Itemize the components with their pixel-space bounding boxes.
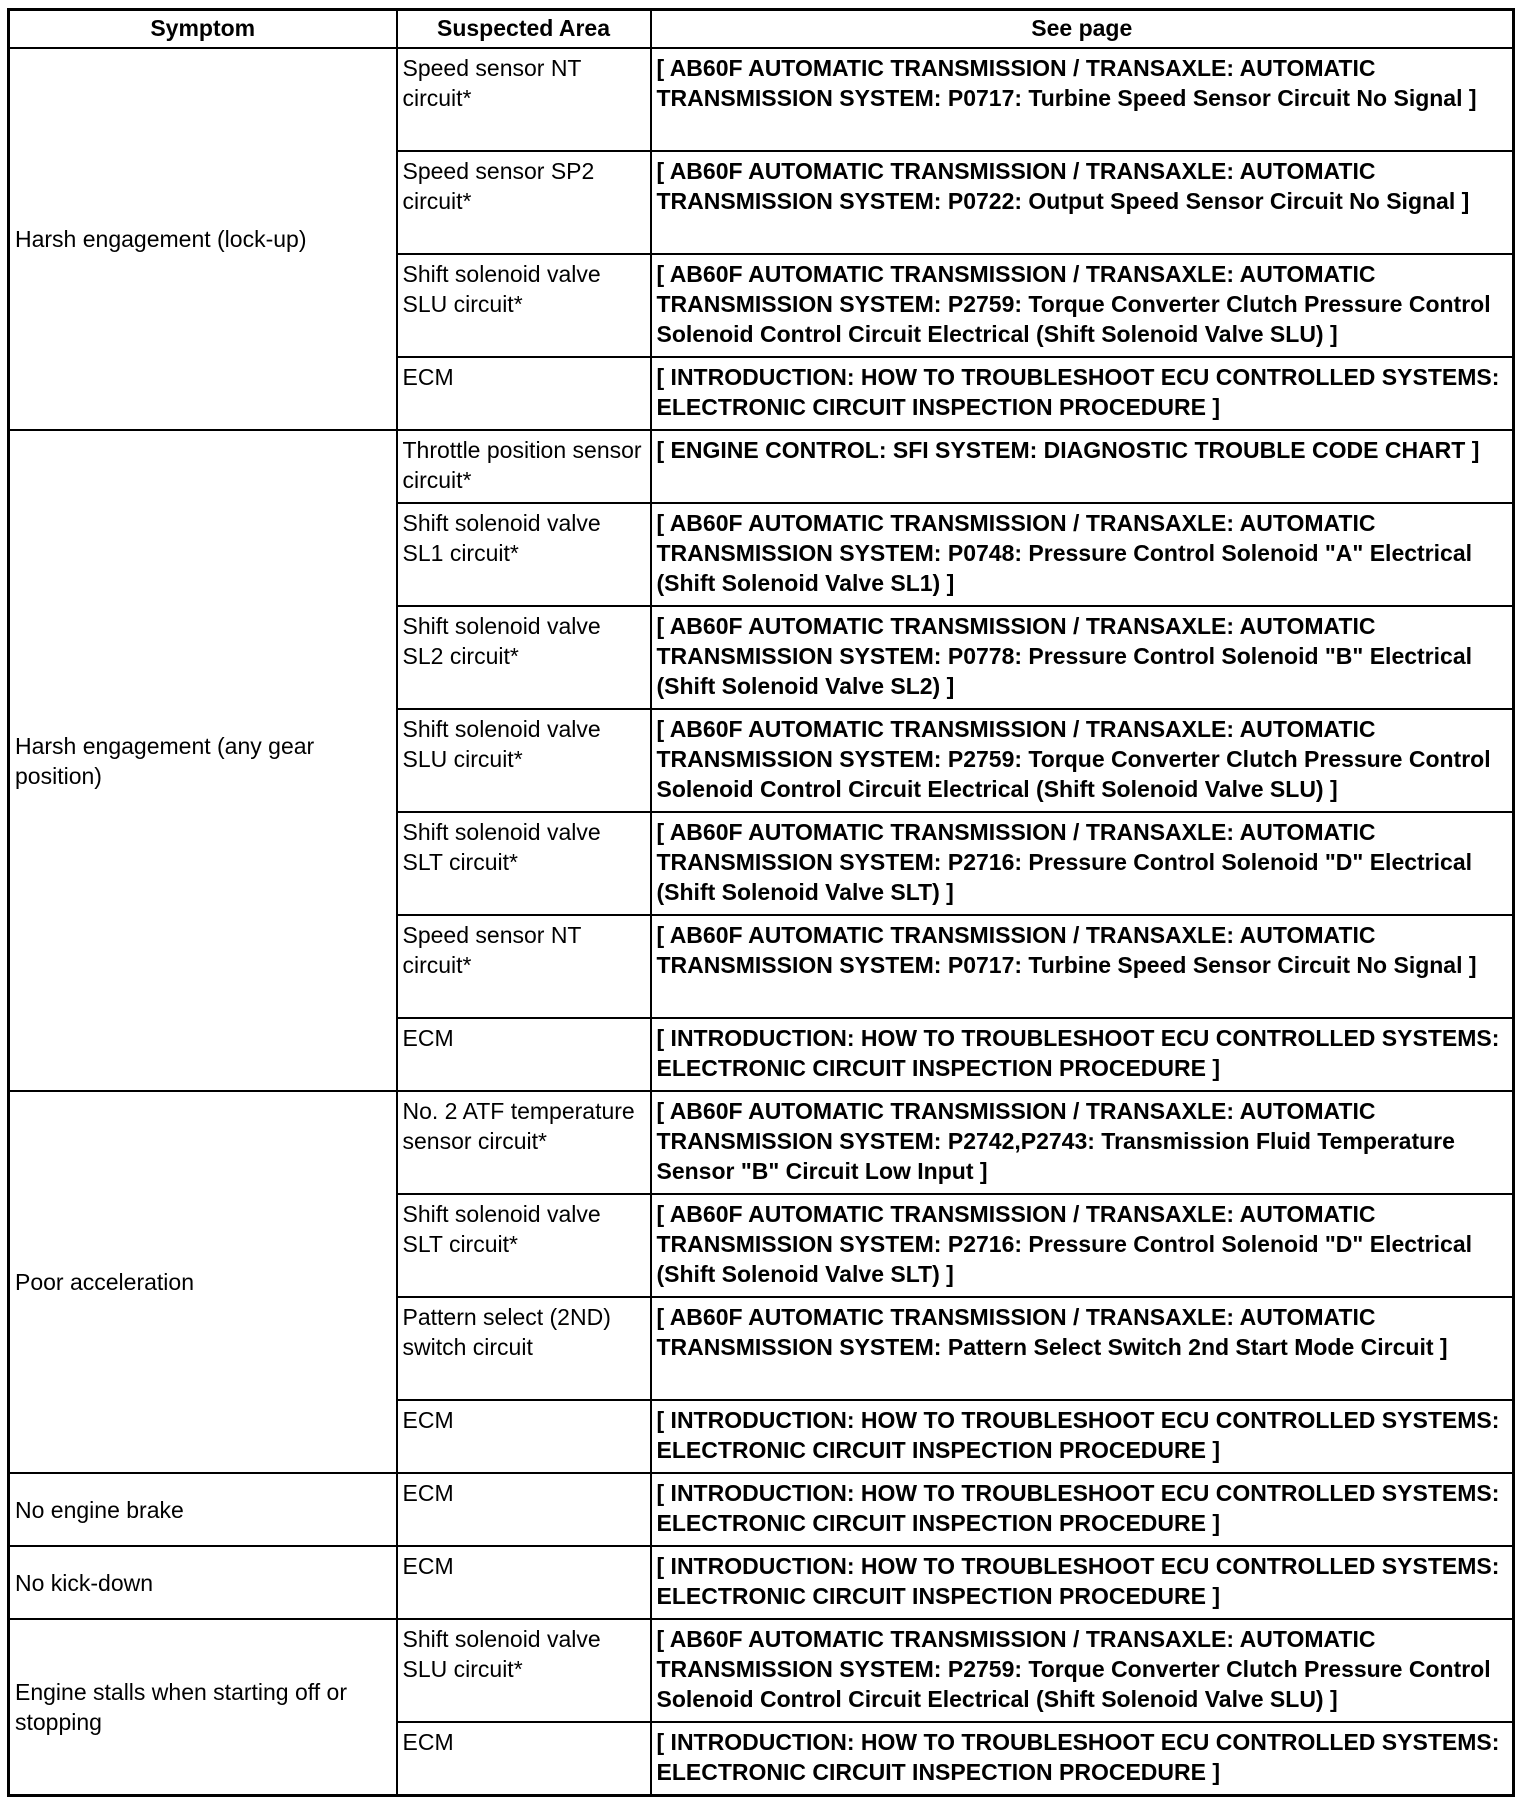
suspected-area-cell: Shift solenoid valve SLU circuit*	[397, 254, 651, 357]
see-page-cell: [ AB60F AUTOMATIC TRANSMISSION / TRANSAXLE: AUTOMATIC TRANSMISSION SYSTEM: P0717: Turbine Speed Sensor Circuit No Signal ]	[651, 915, 1514, 1018]
see-page-cell: [ INTRODUCTION: HOW TO TROUBLESHOOT ECU CONTROLLED SYSTEMS: ELECTRONIC CIRCUIT INSPECTION PROCEDURE ]	[651, 1473, 1514, 1546]
suspected-area-cell: ECM	[397, 1546, 651, 1619]
header-suspected-area: Suspected Area	[397, 10, 651, 49]
header-symptom: Symptom	[9, 10, 397, 49]
symptom-cell: Harsh engagement (lock-up)	[9, 48, 397, 430]
see-page-cell: [ AB60F AUTOMATIC TRANSMISSION / TRANSAXLE: AUTOMATIC TRANSMISSION SYSTEM: P2759: Torque Converter Clutch Pressure Control Solenoid Control Circuit Electrical (Shift Solenoid Valve SLU) ]	[651, 254, 1514, 357]
suspected-area-cell: ECM	[397, 357, 651, 430]
problem-symptoms-table	[7, 8, 1515, 1797]
see-page-cell: [ AB60F AUTOMATIC TRANSMISSION / TRANSAXLE: AUTOMATIC TRANSMISSION SYSTEM: P0748: Pressure Control Solenoid "A" Electrical (Shift Solenoid Valve SL1) ]	[651, 503, 1514, 606]
see-page-cell: [ AB60F AUTOMATIC TRANSMISSION / TRANSAXLE: AUTOMATIC TRANSMISSION SYSTEM: P2759: Torque Converter Clutch Pressure Control Solenoid Control Circuit Electrical (Shift Solenoid Valve SLU) ]	[651, 709, 1514, 812]
suspected-area-cell: Pattern select (2ND) switch circuit	[397, 1297, 651, 1400]
suspected-area-cell: Throttle position sensor circuit*	[397, 430, 651, 503]
see-page-cell: [ AB60F AUTOMATIC TRANSMISSION / TRANSAXLE: AUTOMATIC TRANSMISSION SYSTEM: P2716: Pressure Control Solenoid "D" Electrical (Shift Solenoid Valve SLT) ]	[651, 1194, 1514, 1297]
suspected-area-cell: Speed sensor NT circuit*	[397, 48, 651, 151]
see-page-cell: [ AB60F AUTOMATIC TRANSMISSION / TRANSAXLE: AUTOMATIC TRANSMISSION SYSTEM: P2716: Pressure Control Solenoid "D" Electrical (Shift Solenoid Valve SLT) ]	[651, 812, 1514, 915]
symptom-cell: Harsh engagement (any gear position)	[9, 430, 397, 1091]
table-row	[9, 430, 1514, 503]
see-page-cell: [ INTRODUCTION: HOW TO TROUBLESHOOT ECU CONTROLLED SYSTEMS: ELECTRONIC CIRCUIT INSPECTION PROCEDURE ]	[651, 1018, 1514, 1091]
see-page-cell: [ AB60F AUTOMATIC TRANSMISSION / TRANSAXLE: AUTOMATIC TRANSMISSION SYSTEM: P0722: Output Speed Sensor Circuit No Signal ]	[651, 151, 1514, 254]
symptom-cell: Engine stalls when starting off or stopping	[9, 1619, 397, 1795]
suspected-area-cell: Shift solenoid valve SL1 circuit*	[397, 503, 651, 606]
see-page-cell: [ INTRODUCTION: HOW TO TROUBLESHOOT ECU CONTROLLED SYSTEMS: ELECTRONIC CIRCUIT INSPECTION PROCEDURE ]	[651, 1400, 1514, 1473]
see-page-cell: [ ENGINE CONTROL: SFI SYSTEM: DIAGNOSTIC TROUBLE CODE CHART ]	[651, 430, 1514, 503]
suspected-area-cell: Shift solenoid valve SLU circuit*	[397, 1619, 651, 1722]
suspected-area-cell: Shift solenoid valve SLU circuit*	[397, 709, 651, 812]
see-page-cell: [ AB60F AUTOMATIC TRANSMISSION / TRANSAXLE: AUTOMATIC TRANSMISSION SYSTEM: P0778: Pressure Control Solenoid "B" Electrical (Shift Solenoid Valve SL2) ]	[651, 606, 1514, 709]
see-page-cell: [ INTRODUCTION: HOW TO TROUBLESHOOT ECU CONTROLLED SYSTEMS: ELECTRONIC CIRCUIT INSPECTION PROCEDURE ]	[651, 1546, 1514, 1619]
see-page-cell: [ INTRODUCTION: HOW TO TROUBLESHOOT ECU CONTROLLED SYSTEMS: ELECTRONIC CIRCUIT INSPECTION PROCEDURE ]	[651, 1722, 1514, 1795]
see-page-cell: [ AB60F AUTOMATIC TRANSMISSION / TRANSAXLE: AUTOMATIC TRANSMISSION SYSTEM: Pattern Select Switch 2nd Start Mode Circuit ]	[651, 1297, 1514, 1400]
see-page-cell: [ AB60F AUTOMATIC TRANSMISSION / TRANSAXLE: AUTOMATIC TRANSMISSION SYSTEM: P2742,P2743: Transmission Fluid Temperature Sensor "B" Circuit Low Input ]	[651, 1091, 1514, 1194]
suspected-area-cell: Speed sensor SP2 circuit*	[397, 151, 651, 254]
see-page-cell: [ AB60F AUTOMATIC TRANSMISSION / TRANSAXLE: AUTOMATIC TRANSMISSION SYSTEM: P2759: Torque Converter Clutch Pressure Control Solenoid Control Circuit Electrical (Shift Solenoid Valve SLU) ]	[651, 1619, 1514, 1722]
suspected-area-cell: ECM	[397, 1018, 651, 1091]
suspected-area-cell: ECM	[397, 1400, 651, 1473]
table-row	[9, 1473, 1514, 1546]
table-row	[9, 1091, 1514, 1194]
suspected-area-cell: ECM	[397, 1473, 651, 1546]
table-header-row	[9, 10, 1514, 49]
suspected-area-cell: Shift solenoid valve SLT circuit*	[397, 1194, 651, 1297]
symptom-cell: Poor acceleration	[9, 1091, 397, 1473]
header-see-page: See page	[651, 10, 1514, 49]
table-row	[9, 1619, 1514, 1722]
table-row	[9, 1546, 1514, 1619]
suspected-area-cell: Shift solenoid valve SLT circuit*	[397, 812, 651, 915]
suspected-area-cell: Shift solenoid valve SL2 circuit*	[397, 606, 651, 709]
suspected-area-cell: ECM	[397, 1722, 651, 1795]
table-row	[9, 48, 1514, 151]
suspected-area-cell: Speed sensor NT circuit*	[397, 915, 651, 1018]
see-page-cell: [ AB60F AUTOMATIC TRANSMISSION / TRANSAXLE: AUTOMATIC TRANSMISSION SYSTEM: P0717: Turbine Speed Sensor Circuit No Signal ]	[651, 48, 1514, 151]
see-page-cell: [ INTRODUCTION: HOW TO TROUBLESHOOT ECU CONTROLLED SYSTEMS: ELECTRONIC CIRCUIT INSPECTION PROCEDURE ]	[651, 357, 1514, 430]
suspected-area-cell: No. 2 ATF temperature sensor circuit*	[397, 1091, 651, 1194]
symptom-cell: No engine brake	[9, 1473, 397, 1546]
symptom-cell: No kick-down	[9, 1546, 397, 1619]
